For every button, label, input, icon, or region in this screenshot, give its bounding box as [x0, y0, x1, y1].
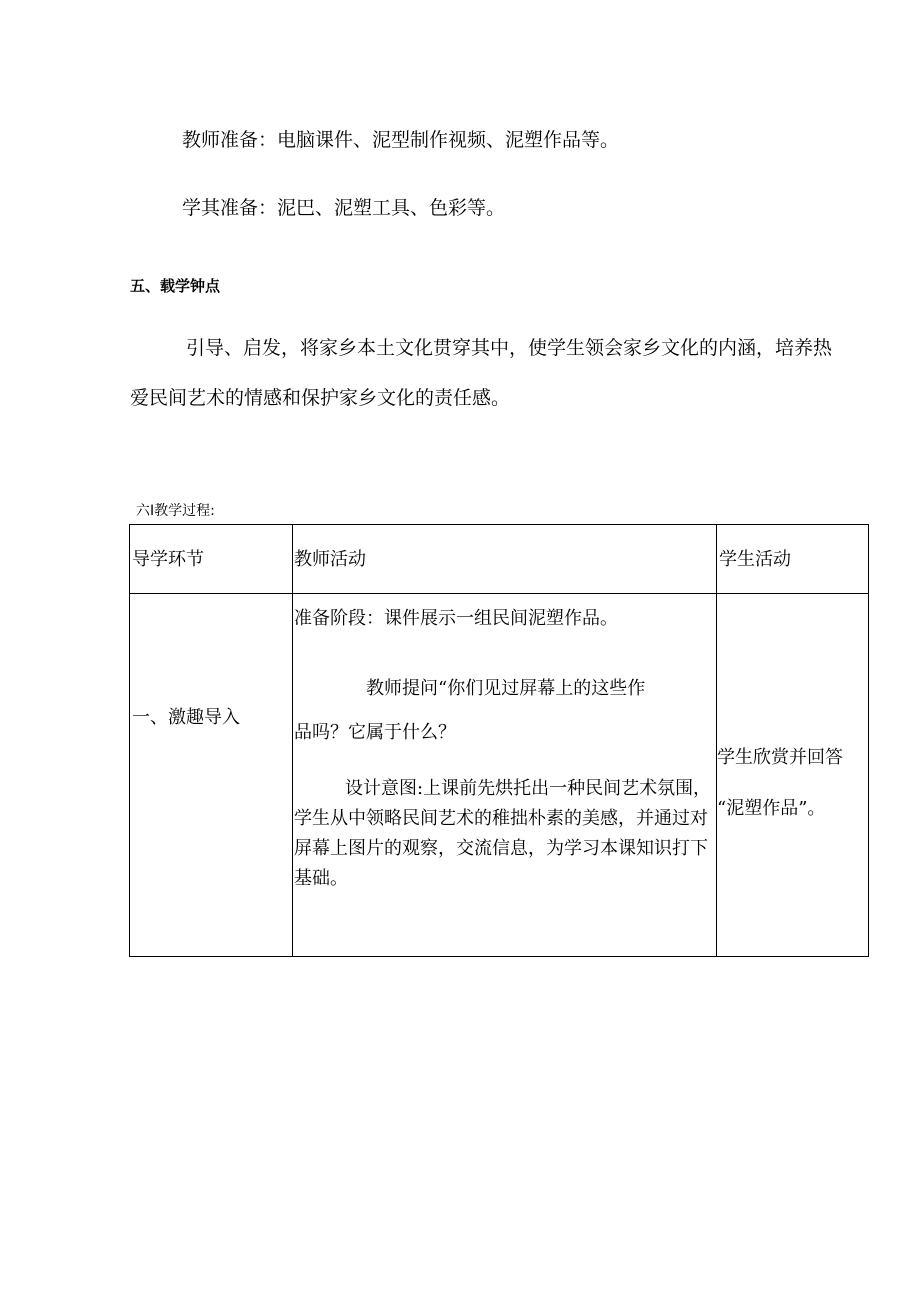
table-header-row	[130, 525, 869, 594]
teacher-prep-text: 准备阶段：课件展示一组民间泥塑作品。	[294, 608, 618, 629]
header-teacher: 教师活动	[294, 549, 366, 570]
stage-label: 一、激趣导入	[132, 707, 240, 728]
teacher-design-intent: 设计意图:上课前先烘托出一种民间艺术氛围，学生从中领略民间艺术的稚拙朴素的美感，并通过对屏幕上图片的观察，交流信息，为学习本课知识打下基础。	[294, 778, 712, 889]
teacher-activity-cell	[293, 594, 717, 957]
header-cell	[717, 525, 869, 594]
section-5-heading: 五、载学钟点	[130, 277, 221, 295]
student-preparation: 学其准备：泥巴、泥塑工具、色彩等。	[182, 197, 506, 219]
table-row	[130, 594, 869, 957]
header-stage: 导学环节	[132, 549, 204, 570]
header-cell	[130, 525, 293, 594]
teacher-preparation: 教师准备：电脑课件、泥型制作视频、泥塑作品等。	[182, 129, 620, 151]
header-cell	[293, 525, 717, 594]
section-5-line-1: 引导、启发，将家乡本土文化贯穿其中，使学生领会家乡文化的内涵，培养热	[186, 337, 833, 359]
section-5-line-2: 爱民间艺术的情感和保护家乡文化的责任感。	[130, 387, 511, 409]
student-activity-cell	[717, 594, 869, 957]
teacher-question-line-2: 品吗？它属于什么？	[294, 722, 456, 743]
section-6-heading: 六I教学过程:	[136, 503, 215, 519]
student-activity-line-2: “泥塑作品”。	[717, 798, 826, 819]
stage-cell	[130, 594, 293, 957]
student-activity-line-1: 学生欣赏并回答	[717, 747, 843, 768]
teaching-process-table	[129, 524, 869, 957]
teacher-question-line-1: 教师提问“你们见过屏幕上的这些作	[366, 678, 646, 699]
header-student: 学生活动	[719, 549, 791, 570]
